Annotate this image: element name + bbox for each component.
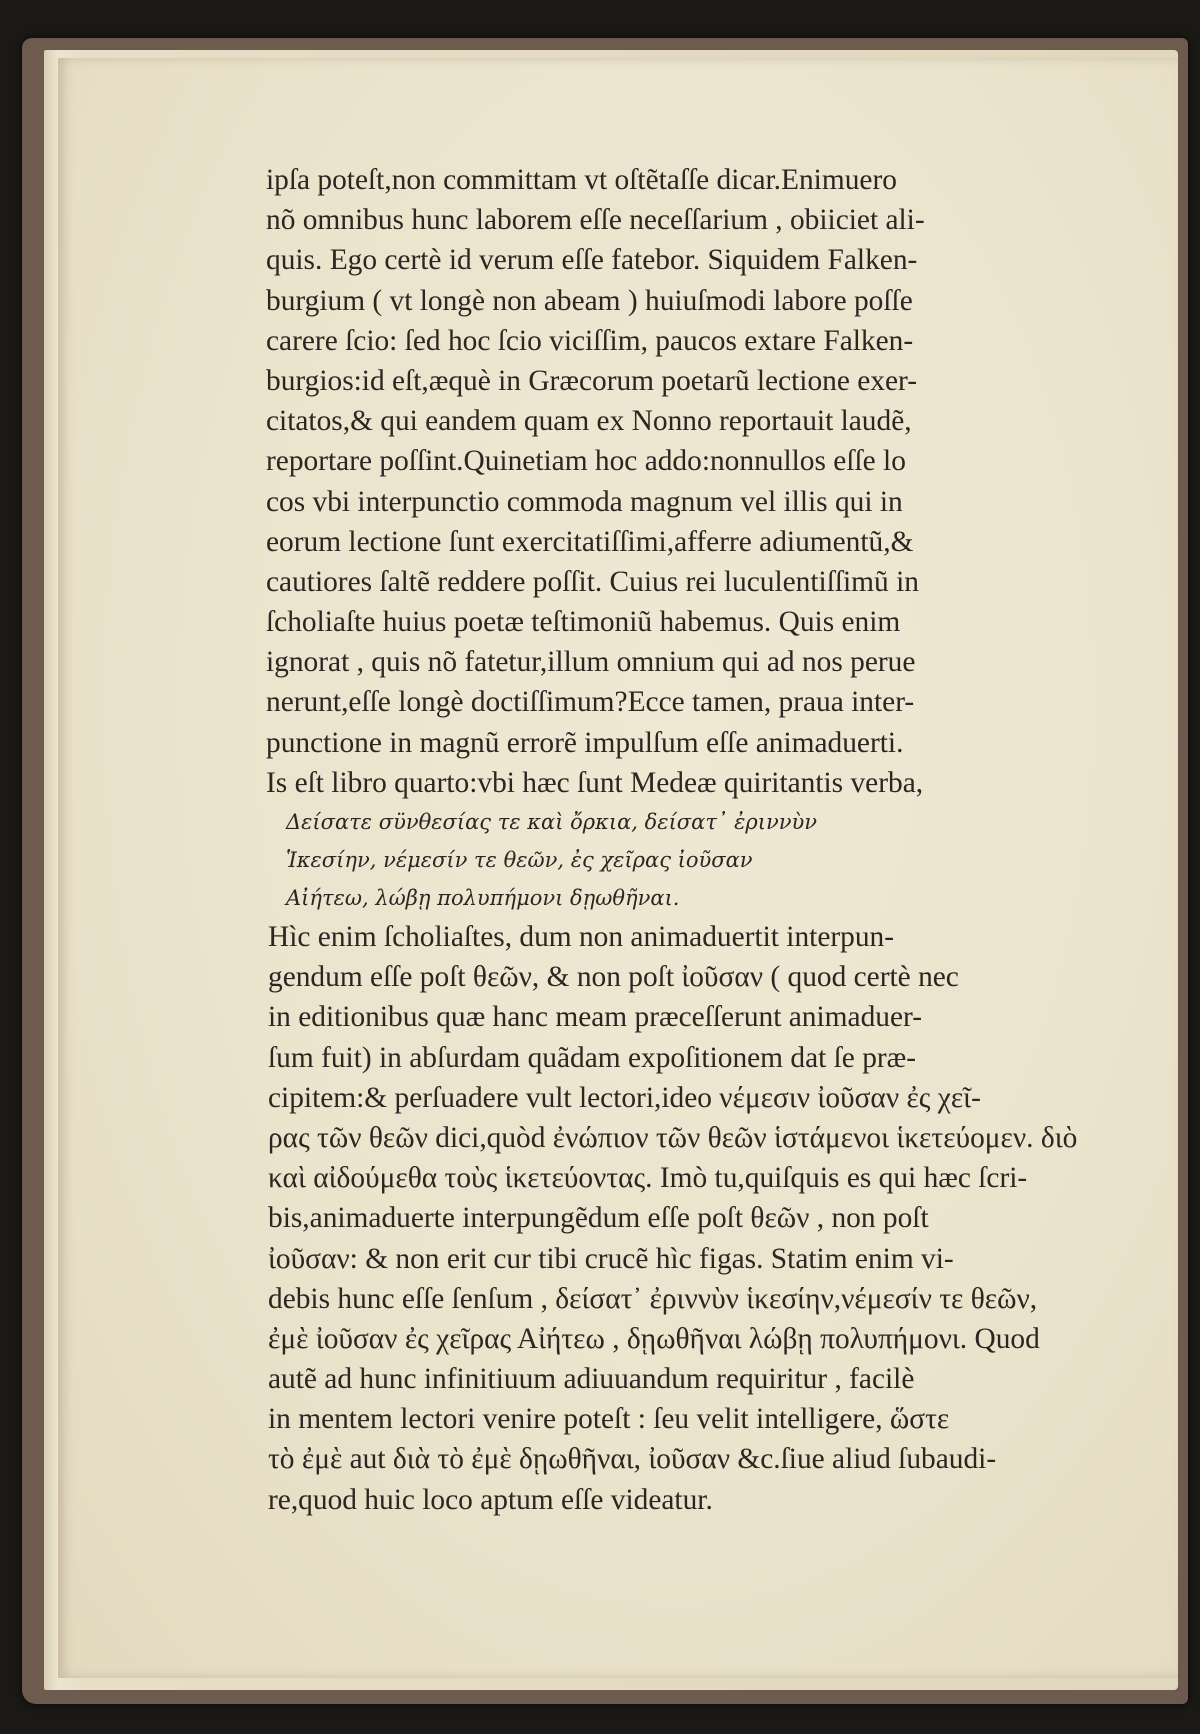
- text-line: τὸ ἐμὲ aut διὰ τὸ ἐμὲ δῃωθῆναι, ἰοῦσαν &c.ſiue aliud ſubaudi-: [268, 1443, 997, 1476]
- text-line: debis hunc eſſe ſenſum , δείσατ᾽ ἐριννὺν ἱκεσίην,νέμεσίν τε θεῶν,: [268, 1282, 1038, 1315]
- text-line: quis. Ego certè id verum eſſe fatebor. Siquidem Falken-: [266, 244, 918, 277]
- greek-verse-line: Δείσατε σϋνθεσίας τε καὶ ὄρκια, δείσατ᾽ ἐριννὺν: [286, 810, 818, 834]
- text-line: autẽ ad hunc infinitiuum adiuuandum requiritur , facilè: [268, 1363, 915, 1396]
- text-line: ſum fuit) in abſurdam quãdam expoſitionem dat ſe præ-: [268, 1041, 917, 1074]
- greek-verse-line: Ἱκεσίην, νέμεσίν τε θεῶν, ἐς χεῖρας ἰοῦσαν: [286, 848, 753, 872]
- text-line: ρας τῶν θεῶν dici,quòd ἐνώπιον τῶν θεῶν ἱστάμενοι ἱκετεύομεν. διὸ: [268, 1121, 1078, 1154]
- text-line: ἰοῦσαν: & non erit cur tibi crucẽ hìc figas. Statim enim vi-: [268, 1242, 954, 1275]
- text-line: cipitem:& perſuadere vult lectori,ideo νέμεσιν ἰοῦσαν ἐς χεῖ-: [268, 1081, 981, 1114]
- body-text: [266, 160, 1086, 1520]
- text-line: nõ omnibus hunc laborem eſſe neceſſarium , obiiciet ali-: [266, 204, 925, 237]
- text-line: cautiores ſaltẽ reddere poſſit. Cuius rei luculentiſſimũ in: [266, 565, 919, 598]
- text-line: punctione in magnũ errorẽ impulſum eſſe animaduerti.: [266, 726, 904, 759]
- text-line: bis,animaduerte interpungẽdum eſſe poſt θεῶν , non poſt: [268, 1202, 929, 1235]
- text-line: gendum eſſe poſt θεῶν, & non poſt ἰοῦσαν ( quod certè nec: [268, 961, 959, 994]
- text-line: burgium ( vt longè non abeam ) huiuſmodi labore poſſe: [266, 284, 913, 317]
- text-line: ipſa poteſt,non committam vt oſtẽtaſſe dicar.Enimuero: [266, 164, 897, 196]
- text-line: in editionibus quæ hanc meam præceſſerunt animaduer-: [268, 1001, 922, 1034]
- text-line: Hìc enim ſcholiaſtes, dum non animaduertit interpun-: [268, 921, 895, 953]
- text-line: cos vbi interpunctio commoda magnum vel illis qui in: [266, 485, 903, 518]
- text-line: re,quod huic loco aptum eſſe videatur.: [268, 1483, 713, 1516]
- text-line: ignorat , quis nõ fatetur,illum omnium qui ad nos perue: [266, 646, 916, 679]
- text-line: ſcholiaſte huius poetæ teſtimoniũ habemus. Quis enim: [266, 606, 901, 639]
- text-line: eorum lectione ſunt exercitatiſſimi,afferre adiumentũ,&: [266, 525, 914, 558]
- greek-verse-line: Αἰήτεω, λώβῃ πολυπήμονι δῃωθῆναι.: [286, 886, 680, 910]
- text-line: carere ſcio: ſed hoc ſcio viciſſim, paucos extare Falken-: [266, 324, 914, 357]
- text-line: reportare poſſint.Quinetiam hoc addo:nonnullos eſſe lo: [266, 445, 906, 478]
- text-line: burgios:id eſt,æquè in Græcorum poetarũ lectione exer-: [266, 364, 917, 397]
- text-line: citatos,& qui eandem quam ex Nonno reportauit laudẽ,: [266, 405, 912, 438]
- text-line: καὶ αἰδούμεθα τοὺς ἱκετεύοντας. Imò tu,quiſquis es qui hæc ſcri-: [268, 1162, 1028, 1195]
- text-line: ἐμὲ ἰοῦσαν ἐς χεῖρας Αἰήτεω , δῃωθῆναι λώβῃ πολυπήμονι. Quod: [268, 1322, 1040, 1355]
- text-line: Is eſt libro quarto:vbi hæc ſunt Medeæ quiritantis verba,: [266, 766, 924, 799]
- text-line: nerunt,eſſe longè doctiſſimum?Ecce tamen, praua inter-: [266, 686, 915, 719]
- text-line: in mentem lectori venire poteſt : ſeu velit intelligere, ὥστε: [268, 1403, 950, 1436]
